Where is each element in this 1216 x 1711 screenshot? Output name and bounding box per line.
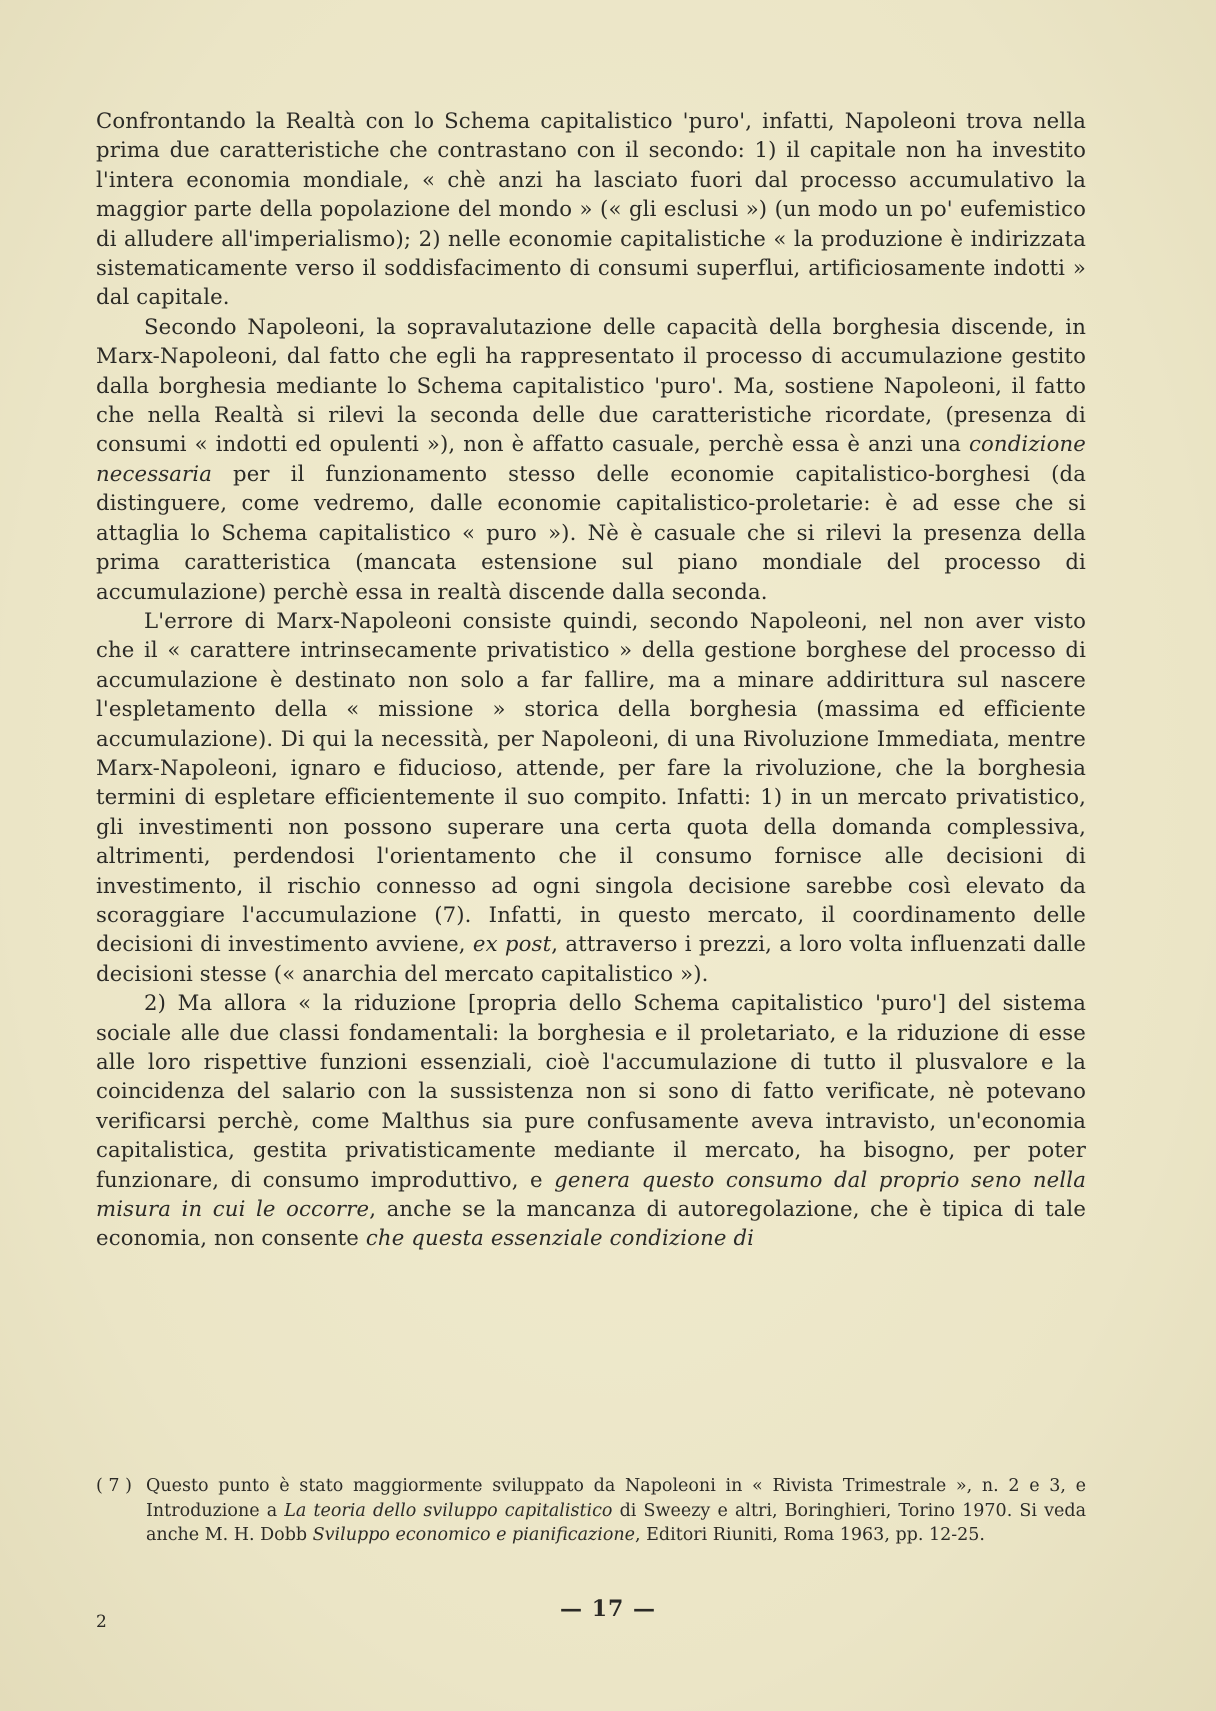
text-run: 2) Ma allora « la riduzione [propria dello Schema capitalistico 'puro'] del sistema sociale alle due classi fondamentali: la borghesia e il proletariato, e la riduzione di esse alle loro rispettive funzioni essenziali, cioè l'accumulazione di tutto il plusvalore e la coincidenza del salario con la sussistenza non si sono di fatto verificate, nè potevano verificarsi perchè, come Malthus sia pure confusamente aveva intravisto, un'economia capitalistica, gestita privatisticamente mediante il mercato, ha bisogno, per poter funzionare, di consumo improduttivo, e: [96, 990, 1086, 1192]
footnote-number: ( 7 ): [96, 1476, 132, 1496]
text-run: Secondo Napoleoni, la sopravalutazione delle capacità della borghesia discende, in Marx-Napoleoni, dal fatto che egli ha rappresentato il processo di accumulazione gestito dalla borghesia mediante lo Schema capitalistico 'puro'. Ma, sostiene Napoleoni, il fatto che nella Realtà si rilevi la seconda delle due caratteristiche ricordate, (presenza di consumi « indotti ed opulenti »), non è affatto casuale, perchè essa è anzi una: [96, 313, 1086, 457]
signature-mark: 2: [96, 1612, 107, 1632]
text-run: Confrontando la Realtà con lo Schema capitalistico 'puro', infatti, Napoleoni trova nella prima due caratteristiche che contrastano con il secondo: 1) il capitale non ha investito l'intera economia mondiale, « chè anzi ha lasciato fuori dal processo accumulativo la maggior parte della popolazione del mondo » (« gli esclusi ») (un modo un po' eufemistico di alludere all'imperialismo); 2) nelle economie capitalistiche « la produzione è indirizzata sistematicamente verso il soddisfacimento di consumi superflui, artificiosamente indotti » dal capitale.: [96, 108, 1086, 310]
italic-text-run: Sviluppo economico e pianificazione: [312, 1525, 636, 1545]
text-run: Questo punto è stato maggiormente sviluppato da Napoleoni in « Rivista Trimestrale », n. 2 e 3, e Introduzione a: [146, 1476, 1086, 1521]
italic-text-run: condizione necessaria: [96, 431, 1086, 486]
text-run: L'errore di Marx-Napoleoni consiste quindi, secondo Napoleoni, nel non aver visto che il « carattere intrinsecamente privatistico » della gestione borghese del processo di accumulazione è destinato non solo a far fallire, ma a minare addirittura sul nascere l'espletamento della « missione » storica della borghesia (massima ed efficiente accumulazione). Di qui la necessità, per Napoleoni, di una Rivoluzione Immediata, mentre Marx-Napoleoni, ignaro e fiducioso, attende, per fare la rivoluzione, che la borghesia termini di espletare efficientemente il suo compito. Infatti: 1) in un mercato privatistico, gli investimenti non possono superare una certa quota della domanda complessiva, altrimenti, perdendosi l'orientamento che il consumo fornisce alle decisioni di investimento, il rischio connesso ad ogni singola decisione sarebbe così elevato da scoraggiare l'accumulazione (7). Infatti, in questo mercato, il coordinamento delle decisioni di investimento avviene,: [96, 607, 1086, 957]
paragraph-4: [96, 988, 1086, 1253]
paragraph-1: [96, 106, 1086, 312]
text-run: , Editori Riuniti, Roma 1963, pp. 12-25.: [635, 1525, 985, 1545]
footnote-text: [146, 1476, 1086, 1545]
text-run: di Sweezy e altri, Boringhieri, Torino 1970. Si veda anche M. H. Dobb: [146, 1500, 1086, 1545]
paragraph-3: [96, 606, 1086, 988]
footnote-7: [96, 1474, 1086, 1548]
italic-text-run: ex post: [472, 931, 552, 957]
italic-text-run: La teoria dello sviluppo capitalistico: [284, 1500, 613, 1521]
body-text: [96, 106, 1086, 1253]
text-run: per il funzionamento stesso delle economie capitalistico-borghesi (da distinguere, come vedremo, dalle economie capitalistico-proletarie: è ad esse che si attaglia lo Schema capitalistico « puro »). Nè è casuale che si rilevi la presenza della prima caratteristica (mancata estensione sul piano mondiale del processo di accumulazione) perchè essa in realtà discende dalla seconda.: [96, 460, 1086, 604]
text-run: , anche se la mancanza di autoregolazione, che è tipica di tale economia, non consente: [96, 1196, 1087, 1251]
page-number: — 17 —: [560, 1596, 656, 1622]
italic-text-run: genera questo consumo dal proprio seno nella misura in cui le occorre: [96, 1166, 1086, 1222]
footnotes: [96, 1474, 1086, 1548]
italic-text-run: che questa essenziale condizione di: [365, 1225, 755, 1251]
paragraph-2: [96, 312, 1086, 606]
text-run: , attraverso i prezzi, a loro volta influenzati dalle decisioni stesse (« anarchia del mercato capitalistico »).: [96, 931, 1087, 986]
